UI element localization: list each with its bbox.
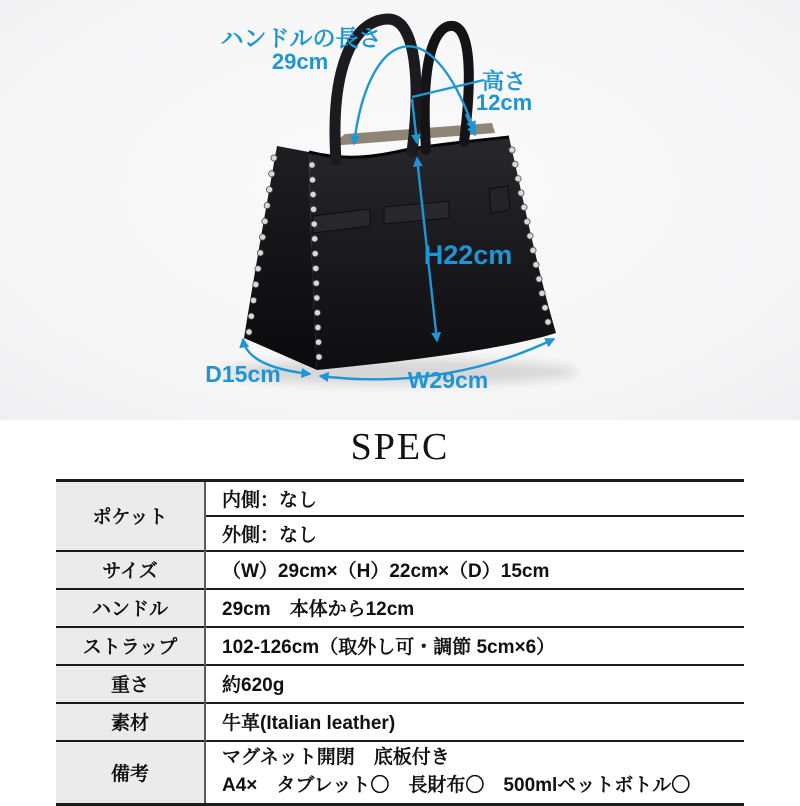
depth-label: D15cm [205,361,281,387]
spec-row-notes [56,741,744,805]
pocket-outer-value: 外側：なし [205,516,744,551]
stud-icon [313,280,319,286]
stud-icon [536,276,542,282]
spec-row-size [56,551,744,589]
material-value: 牛革(Italian leather) [205,703,744,741]
stud-icon [315,339,321,345]
spec-row-strap [56,627,744,665]
width-label: W29cm [407,367,489,393]
stud-icon [512,161,518,167]
strap-value: 102-126cm（取外し可・調節 5cm×6） [205,627,744,665]
handle-label: ハンドル [56,589,205,627]
stud-icon [515,176,521,182]
stud-icon [542,305,548,311]
spec-row-weight [56,665,744,703]
stud-icon [246,329,252,335]
handle-height-label: 高さ [481,69,527,94]
stud-icon [309,177,315,183]
stud-icon [533,262,539,268]
stud-icon [545,319,551,325]
stud-icon [316,354,322,360]
size-value: （W）29cm×（H）22cm×（D）15cm [205,551,744,589]
handle-value: 29cm 本体から12cm [205,589,744,627]
stud-icon [310,191,316,197]
stud-icon [255,266,261,272]
handle-height-value: 12cm [475,90,533,115]
stud-icon [314,295,320,301]
pocket-inner-value: 内側：なし [205,480,744,516]
stud-icon [257,250,263,256]
stud-icon [527,233,533,239]
spec-row-handle [56,589,744,627]
stud-icon [262,218,268,224]
handle-length-label: ハンドルの長さ [220,25,382,51]
pocket-label: ポケット [56,480,205,551]
weight-label: 重さ [56,665,205,703]
strap-label: ストラップ [56,627,205,665]
stud-icon [266,187,272,193]
stud-icon [518,190,524,196]
stud-icon [312,251,318,257]
notes-line-1: マグネット開閉 底板付き [222,747,450,769]
spec-row-material [56,703,744,741]
stud-icon [253,281,259,287]
notes-label: 備考 [56,741,205,805]
stud-icon [509,147,515,153]
stud-icon [524,219,530,225]
body-height-label: H22cm [423,240,513,270]
spec-row-pocket [56,480,744,516]
stud-icon [309,162,315,168]
notes-line-2: A4× タブレット〇 長財布〇 500mlペットボトル〇 [222,775,691,797]
stud-icon [530,247,536,253]
stud-icon [314,310,320,316]
stud-icon [248,313,254,319]
size-label: サイズ [56,551,205,589]
stud-icon [313,265,319,271]
stud-icon [260,234,266,240]
stud-icon [311,206,317,212]
stud-icon [312,236,318,242]
spec-heading: SPEC [350,426,450,468]
stud-icon [311,221,317,227]
weight-value: 約620g [205,665,744,703]
stud-icon [539,290,545,296]
stud-icon [269,171,275,177]
handle-length-value: 29cm [271,49,329,74]
notes-value [205,741,744,805]
stud-icon [315,324,321,330]
stud-icon [271,155,277,161]
stud-icon [250,297,256,303]
material-label: 素材 [56,703,205,741]
stud-icon [521,204,527,210]
stud-icon [264,202,270,208]
spec-table [56,479,744,806]
